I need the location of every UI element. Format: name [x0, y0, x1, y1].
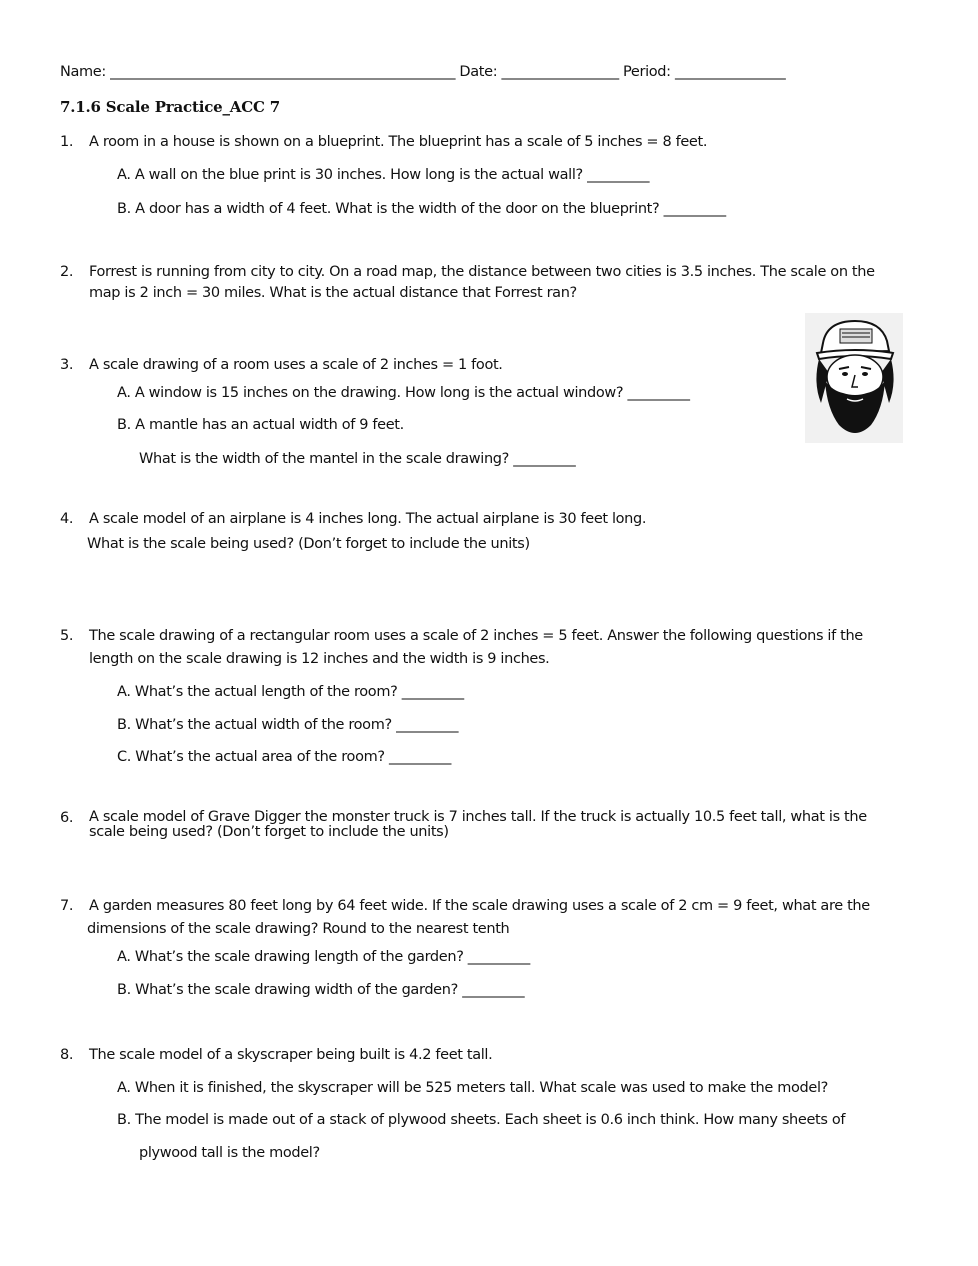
q3-number: 3. — [60, 357, 74, 373]
q1-text: A room in a house is shown on a blueprint. The blueprint has a scale of 5 inches = 8 feet. — [89, 134, 708, 150]
q3-part-b-question: What is the width of the mantel in the scale drawing? _________ — [139, 451, 576, 467]
q5-line-2: length on the scale drawing is 12 inches and the width is 9 inches. — [89, 651, 550, 667]
forrest-gump-face-icon — [805, 313, 903, 443]
forrest-face-image — [805, 313, 903, 443]
q7-line-2: dimensions of the scale drawing? Round to the nearest tenth — [87, 921, 510, 937]
q1-number: 1. — [60, 134, 74, 150]
q4-line-1: A scale model of an airplane is 4 inches long. The actual airplane is 30 feet long. — [89, 511, 647, 527]
q2-line-2: map is 2 inch = 30 miles. What is the actual distance that Forrest ran? — [89, 285, 577, 301]
q5-part-a: A. What’s the actual length of the room? _________ — [117, 684, 464, 700]
q6-line-2: scale being used? (Don’t forget to include the units) — [89, 824, 449, 840]
q4-number: 4. — [60, 511, 74, 527]
q5-part-b: B. What’s the actual width of the room? _________ — [117, 717, 459, 733]
q8-part-b: B. The model is made out of a stack of plywood sheets. Each sheet is 0.6 inch think. How many sheets of — [117, 1112, 846, 1128]
q3-text: A scale drawing of a room uses a scale of 2 inches = 1 foot. — [89, 357, 503, 373]
q5-part-c: C. What’s the actual area of the room? _________ — [117, 749, 452, 765]
q3-part-a: A. A window is 15 inches on the drawing. How long is the actual window? _________ — [117, 385, 690, 401]
q7-line-1: A garden measures 80 feet long by 64 feet wide. If the scale drawing uses a scale of 2 cm = 9 feet, what are the — [89, 898, 870, 914]
q6-number: 6. — [60, 810, 74, 826]
page-title: 7.1.6 Scale Practice_ACC 7 — [60, 98, 280, 116]
q8-part-b-question: plywood tall is the model? — [139, 1145, 320, 1161]
q8-text: The scale model of a skyscraper being built is 4.2 feet tall. — [89, 1047, 493, 1063]
q8-number: 8. — [60, 1047, 74, 1063]
q3-part-b: B. A mantle has an actual width of 9 feet. — [117, 417, 404, 433]
name-date-period-line: Name: __________________________________________________ Date: _________________ Period: ________________ — [60, 64, 786, 80]
q7-part-a: A. What’s the scale drawing length of the garden? _________ — [117, 949, 530, 965]
q1-part-b: B. A door has a width of 4 feet. What is the width of the door on the blueprint? _________ — [117, 201, 726, 217]
q6-line-1: A scale model of Grave Digger the monster truck is 7 inches tall. If the truck is actually 10.5 feet tall, what is the — [89, 809, 867, 825]
q5-line-1: The scale drawing of a rectangular room uses a scale of 2 inches = 5 feet. Answer the following questions if the — [89, 628, 863, 644]
q5-number: 5. — [60, 628, 74, 644]
q4-line-2: What is the scale being used? (Don’t forget to include the units) — [87, 536, 530, 552]
q7-part-b: B. What’s the scale drawing width of the garden? _________ — [117, 982, 525, 998]
q7-number: 7. — [60, 898, 74, 914]
q2-number: 2. — [60, 264, 74, 280]
q1-part-a: A. A wall on the blue print is 30 inches. How long is the actual wall? _________ — [117, 167, 650, 183]
q2-line-1: Forrest is running from city to city. On a road map, the distance between two cities is 3.5 inches. The scale on the — [89, 264, 875, 280]
q8-part-a: A. When it is finished, the skyscraper will be 525 meters tall. What scale was used to make the model? — [117, 1080, 828, 1096]
